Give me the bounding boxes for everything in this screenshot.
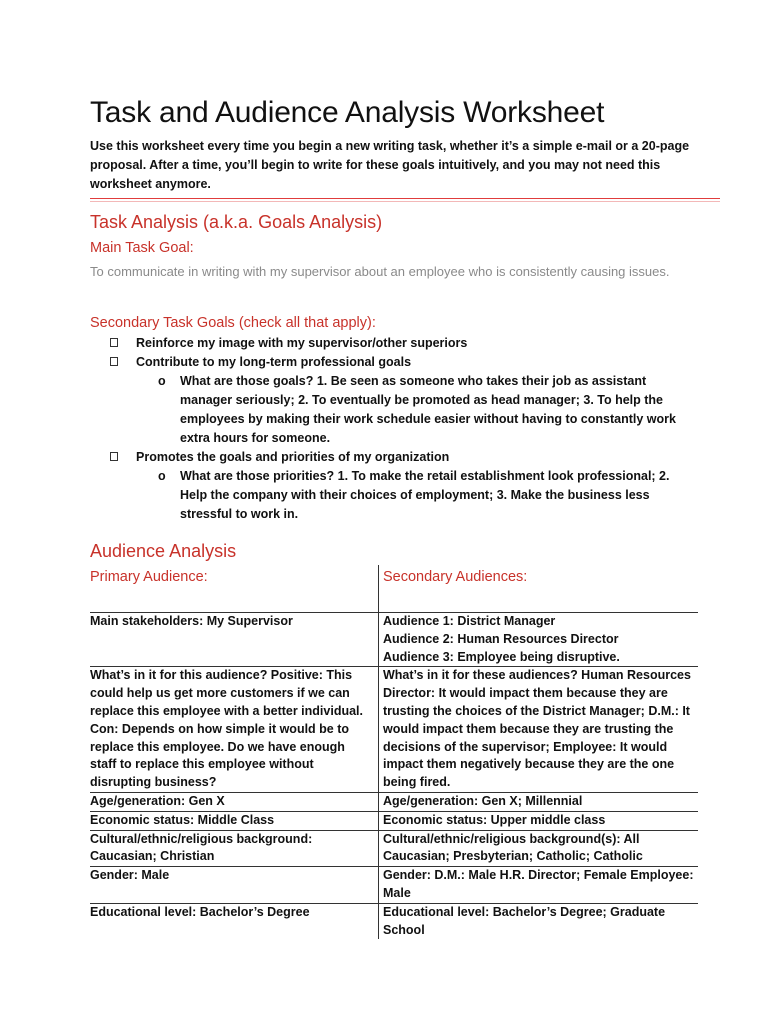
primary-audience-header: Primary Audience: [90, 569, 208, 585]
secondary-cell [378, 812, 698, 830]
secondary-line: Age/generation: Gen X; Millennial [383, 793, 583, 808]
main-task-goal-text: To communicate in writing with my supervisor about an employee who is consistently causing issues. [90, 264, 670, 279]
sub-goal-text: What are those goals? 1. Be seen as someone who takes their job as assistant manager seriously; 2. To eventually be promoted as head manager; 3. To help the employees by making their work schedule easier without having to constantly work extra hours for someone. [180, 374, 676, 445]
secondary-line: Economic status: Upper middle class [383, 812, 606, 827]
audience-table [90, 565, 698, 939]
primary-cell: Economic status: Middle Class [90, 812, 275, 827]
secondary-line: What’s in it for these audiences? Human Resources Director: It would impact them because they are trusting the choices of the District Manager; D.M.: It would impact them because they are trusting the decisions of the supervisor; Employee: It would impact them negatively because they are the one being fired. [383, 668, 691, 790]
secondary-line: Cultural/ethnic/religious background(s): All Caucasian; Presbyterian; Catholic; Catholic [383, 831, 643, 864]
task-analysis-heading: Task Analysis (a.k.a. Goals Analysis) [90, 212, 383, 232]
divider-line-shadow [90, 201, 720, 202]
goal-label: Promotes the goals and priorities of my organization [136, 450, 450, 464]
intro-paragraph: Use this worksheet every time you begin a new writing task, whether it’s a simple e-mail or a 20-page proposal. After a time, you’ll begin to write for these goals intuitively, and you may not need this worksheet anymore. [90, 139, 690, 191]
secondary-line: Audience 2: Human Resources Director [383, 631, 619, 646]
table-row [90, 831, 698, 868]
table-header-row [90, 565, 698, 613]
secondary-cell [378, 831, 698, 867]
primary-cell: Gender: Male [90, 868, 170, 883]
secondary-audiences-header: Secondary Audiences: [378, 565, 698, 612]
table-row [90, 613, 698, 667]
goal-sub-item [90, 372, 690, 448]
secondary-line: Audience 3: Employee being disruptive. [383, 649, 620, 664]
checkbox-icon[interactable] [110, 338, 118, 347]
primary-cell: Age/generation: Gen X [90, 793, 225, 808]
checkbox-icon[interactable] [110, 357, 118, 366]
goal-checkbox-item[interactable] [90, 353, 690, 372]
primary-cell: Main stakeholders: My Supervisor [90, 614, 293, 628]
goal-sub-item [90, 467, 690, 524]
secondary-task-goals-heading: Secondary Task Goals (check all that apply): [90, 315, 376, 331]
secondary-line: Gender: D.M.: Male H.R. Director; Female Employee: Male [383, 868, 694, 900]
table-row [90, 904, 698, 940]
secondary-cell [378, 793, 698, 811]
audience-analysis-heading: Audience Analysis [90, 541, 237, 561]
circle-bullet-icon: o [158, 469, 166, 483]
sub-priority-text: What are those priorities? 1. To make the retail establishment look professional; 2. Help the company with their choices of employment; 3. Make the business less stressful to work in. [180, 469, 670, 521]
checkbox-icon[interactable] [110, 452, 118, 461]
secondary-cell [378, 904, 698, 940]
primary-cell: Cultural/ethnic/religious background: Caucasian; Christian [90, 831, 313, 864]
secondary-cell [378, 867, 698, 903]
page-title: Task and Audience Analysis Worksheet [90, 96, 605, 129]
main-task-goal-heading: Main Task Goal: [90, 240, 194, 256]
table-row [90, 812, 698, 831]
goal-label: Contribute to my long-term professional goals [136, 355, 412, 369]
goal-checkbox-item[interactable] [90, 448, 690, 467]
goal-checkbox-item[interactable] [90, 334, 690, 353]
divider-line [90, 198, 720, 199]
secondary-line: Educational level: Bachelor’s Degree; Graduate School [383, 904, 666, 937]
table-row [90, 667, 698, 793]
circle-bullet-icon: o [158, 374, 166, 388]
secondary-line: Audience 1: District Manager [383, 614, 556, 628]
table-row [90, 867, 698, 904]
primary-cell: Educational level: Bachelor’s Degree [90, 904, 310, 919]
primary-cell: What’s in it for this audience? Positive: This could help us get more customers if we can replace this employee with a better individual. Con: Depends on how simple it would be to replace this employee. Do we have enough staff to replace this employee without disrupting business? [90, 668, 363, 790]
goal-label: Reinforce my image with my supervisor/other superiors [136, 336, 468, 350]
secondary-cell [378, 667, 698, 792]
table-row [90, 793, 698, 812]
secondary-cell [378, 613, 698, 666]
secondary-goals-list [90, 334, 690, 524]
